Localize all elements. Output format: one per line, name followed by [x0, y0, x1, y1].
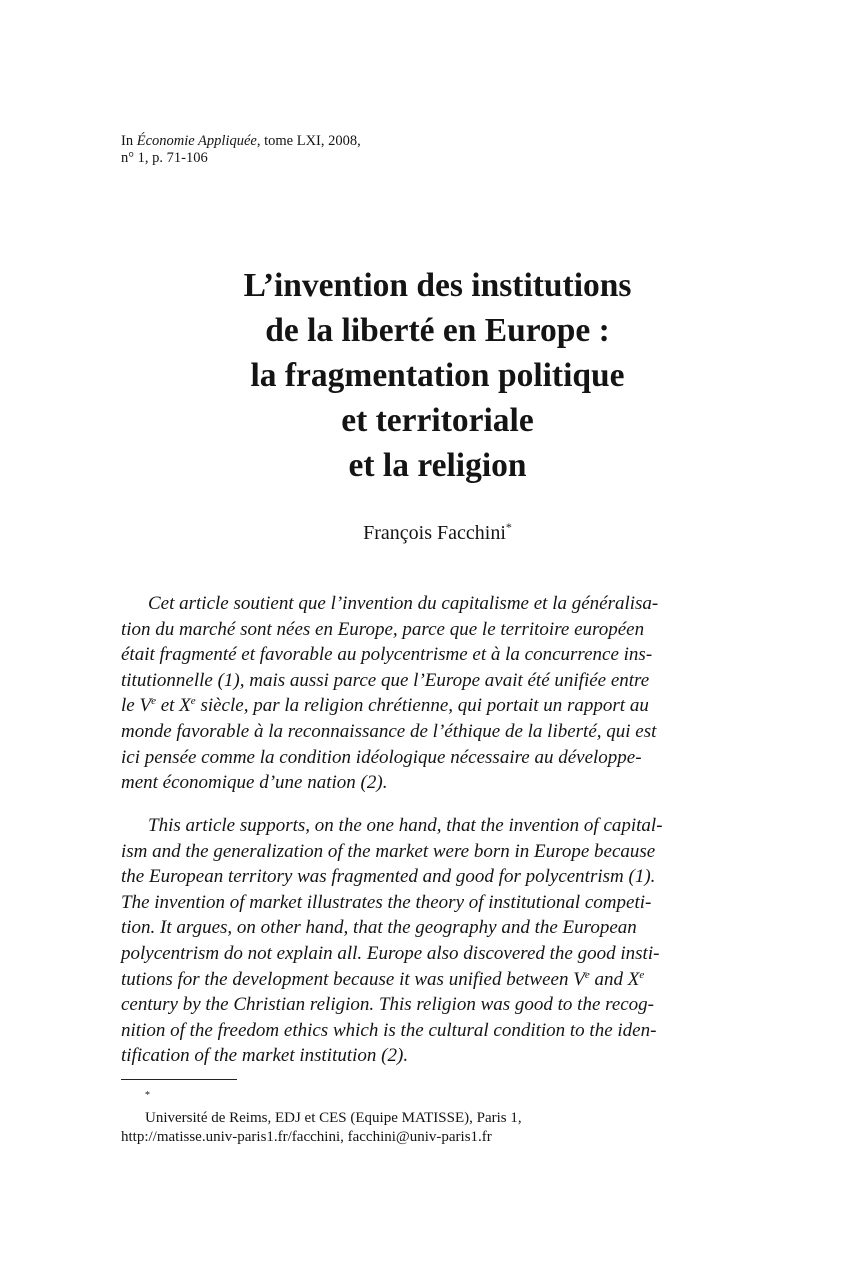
title-line: et la religion [348, 447, 527, 484]
paper-title [130, 263, 745, 488]
abstract-line: The invention of market illustrates the theory of institutional competi- [121, 891, 652, 913]
abstract-line: polycentrism do not explain all. Europe also discovered the good insti- [121, 942, 660, 964]
author-footnote-marker: * [505, 520, 512, 534]
abstract-line: tion. It argues, on other hand, that the geography and the European [121, 917, 637, 939]
journal-name: Économie Appliquée [136, 133, 257, 149]
abstract-line: tification of the market institution (2). [121, 1045, 409, 1067]
abstract-line: titutionnelle (1), mais aussi parce que l’Europe avait été unifiée entre [121, 669, 650, 691]
footnote-marker: * [145, 1090, 150, 1101]
abstract-line: le Ve et Xe siècle, par la religion chrétienne, qui portait un rapport au [121, 695, 649, 717]
abstract-line: This article supports, on the one hand, that the invention of capital- [148, 815, 663, 836]
abstract-line: était fragmenté et favorable au polycentrisme et à la concurrence ins- [121, 644, 653, 666]
citation [121, 133, 361, 167]
abstract-line: Cet article soutient que l’invention du capitalisme et la généralisa- [148, 593, 659, 614]
abstract-line: tion du marché sont nées en Europe, parce que le territoire européen [121, 618, 645, 640]
footnote-line-2: http://matisse.univ-paris1.fr/facchini, facchini@univ-paris1.fr [121, 1129, 492, 1145]
abstract-line: nition of the freedom ethics which is the cultural condition to the iden- [121, 1019, 657, 1041]
abstract-french [121, 591, 748, 796]
title-line: et territoriale [341, 402, 534, 439]
abstract-line: monde favorable à la reconnaissance de l’éthique de la liberté, qui est [121, 720, 657, 742]
abstract-line: the European territory was fragmented and good for polycentrism (1). [121, 866, 656, 888]
abstract-line: ism and the generalization of the market were born in Europe because [121, 840, 656, 862]
title-line: de la liberté en Europe : [265, 312, 610, 349]
abstract-english [121, 813, 748, 1069]
abstract-line: tutions for the development because it was unified between Ve and Xe [121, 968, 645, 990]
abstract-line: ici pensée comme la condition idéologique nécessaire au développe- [121, 746, 642, 768]
abstract-line: century by the Christian religion. This religion was good to the recog- [121, 994, 655, 1016]
citation-line-1: In Économie Appliquée, tome LXI, 2008, [121, 133, 361, 149]
title-line: la fragmentation politique [250, 357, 625, 394]
footnote-divider [121, 1079, 237, 1080]
author [130, 520, 745, 546]
title-line: L’invention des institutions [243, 267, 632, 304]
citation-line-2: n° 1, p. 71-106 [121, 150, 208, 166]
footnote-line-1: * Université de Reims, EDJ et CES (Equipe MATISSE), Paris 1, [145, 1090, 522, 1126]
footnote [121, 1090, 522, 1147]
abstract-line: ment économique d’une nation (2). [121, 772, 388, 794]
author-name: François Facchini [363, 522, 506, 544]
